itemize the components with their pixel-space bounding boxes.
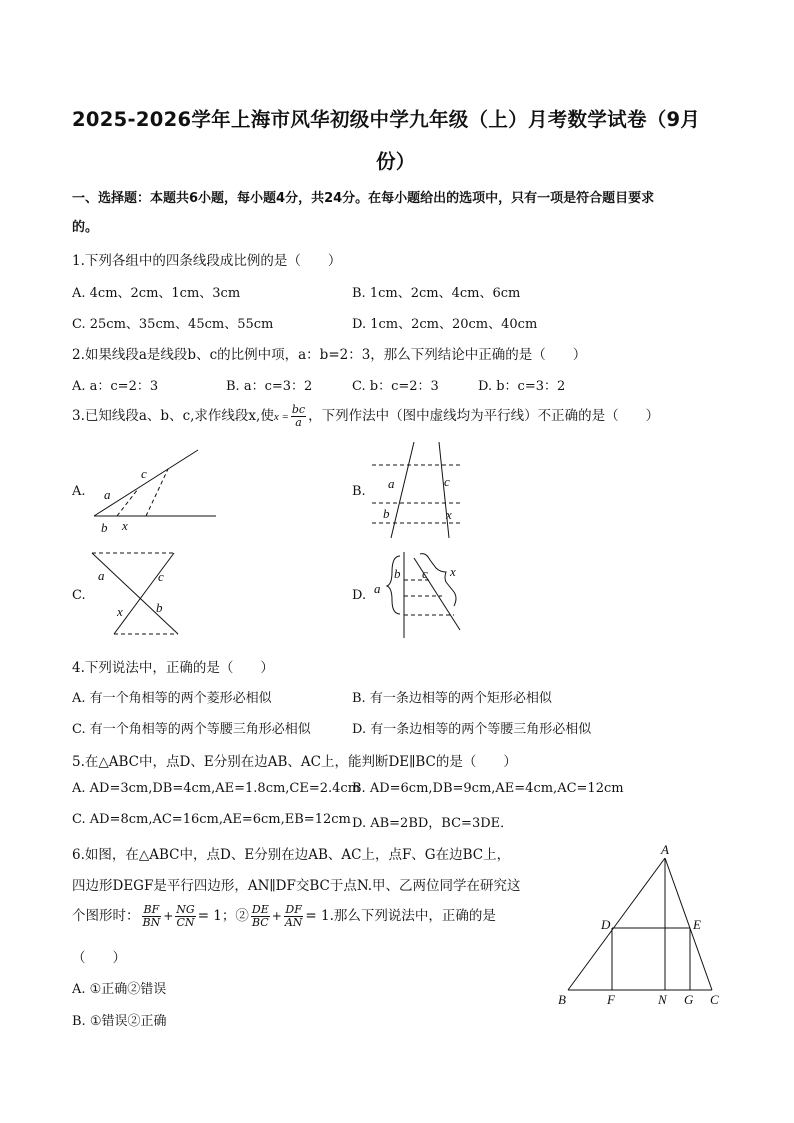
q3-stem-pre: 3.已知线段a、b、c,求作线段x,使 bbox=[72, 408, 274, 425]
q4-option-a: A. 有一个角相等的两个菱形必相似 bbox=[72, 691, 272, 706]
q6-fig-label-e: E bbox=[693, 917, 701, 932]
q1-option-d: D. 1cm、2cm、20cm、40cm bbox=[352, 317, 538, 332]
q3-stem bbox=[72, 404, 659, 429]
q5-stem: 5.在△ABC中，点D、E分别在边AB、AC上，能判断DE∥BC的是（ ） bbox=[72, 754, 517, 770]
q3-label-d: D. bbox=[352, 588, 367, 603]
q3-figure-c bbox=[86, 548, 186, 640]
q2-option-c: C. b：c=2：3 bbox=[352, 379, 439, 394]
fig-b-label-b: b bbox=[383, 506, 390, 521]
q3-formula-lhs: x = bbox=[273, 411, 289, 424]
q3-formula-fraction bbox=[291, 404, 306, 429]
q6-f1-den: BN bbox=[142, 916, 161, 930]
q3-formula-den: a bbox=[295, 416, 302, 430]
q6-f4-den: AN bbox=[284, 916, 303, 930]
fig-d-label-b: b bbox=[394, 566, 401, 581]
q6-fig-label-a: A bbox=[661, 842, 669, 857]
q6-option-b: B. ①错误②正确 bbox=[72, 1014, 167, 1029]
q3-figure-d bbox=[370, 550, 470, 642]
fig-a-label-c: c bbox=[141, 466, 147, 481]
q6-fig-label-b: B bbox=[558, 992, 566, 1007]
fig-b-label-x: x bbox=[446, 507, 452, 522]
q6-f3-den: BC bbox=[251, 916, 269, 930]
q6-eq2: = 1.那么下列说法中，正确的是 bbox=[305, 908, 496, 925]
q3-figure-b bbox=[368, 442, 468, 542]
q1-stem: 1.下列各组中的四条线段成比例的是（ ） bbox=[72, 253, 342, 269]
q2-stem: 2.如果线段a是线段b、c的比例中项，a：b=2：3，那么下列结论中正确的是（ ） bbox=[72, 347, 587, 363]
fig-c-label-b: b bbox=[156, 600, 163, 615]
q6-line3-pre: 个图形时： bbox=[72, 908, 140, 925]
q2-option-b: B. a：c=3：2 bbox=[226, 379, 313, 394]
q6-line3: 个图形时： $\frac{BF}{BN}$ + $\frac{NG}{CN}$ = 1；② $\frac{DE}{BC}$ + $\frac{DF}{AN}$ = 1.那么下列说法中，正确的是 bbox=[72, 903, 496, 930]
q4-stem: 4.下列说法中，正确的是（ ） bbox=[72, 660, 274, 676]
fig-a-label-x: x bbox=[122, 518, 128, 533]
q6-eq1: = 1；② bbox=[197, 908, 249, 925]
q6-frac-df-an bbox=[284, 904, 304, 929]
q3-formula-num: bc bbox=[291, 403, 306, 416]
q6-fig-label-d: D bbox=[601, 917, 611, 932]
q4-option-c: C. 有一个角相等的两个等腰三角形必相似 bbox=[72, 722, 311, 737]
fig-d-label-x: x bbox=[450, 564, 456, 579]
fig-a-label-b: b bbox=[101, 520, 108, 535]
q5-option-d: D. AB=2BD，BC=3DE． bbox=[352, 816, 514, 831]
q5-option-a: A. AD=3cm,DB=4cm,AE=1.8cm,CE=2.4cm bbox=[72, 781, 361, 796]
q6-fig-label-g: G bbox=[684, 992, 694, 1007]
fig-c-label-x: x bbox=[117, 604, 123, 619]
q6-f4-num: DF bbox=[285, 903, 302, 916]
q3-label-b: B. bbox=[352, 484, 366, 499]
q6-frac-ng-cn bbox=[175, 904, 195, 929]
q2-option-a: A. a：c=2：3 bbox=[72, 379, 159, 394]
q3-stem-post: ，下列作法中（图中虚线均为平行线）不正确的是（ ） bbox=[308, 408, 660, 425]
fig-b-label-a: a bbox=[388, 476, 395, 491]
fig-b-label-c: c bbox=[444, 474, 450, 489]
q1-option-b: B. 1cm、2cm、4cm、6cm bbox=[352, 286, 521, 301]
fig-c-label-a: a bbox=[98, 568, 105, 583]
q6-frac-de-bc bbox=[251, 904, 270, 929]
q4-option-d: D. 有一条边相等的两个等腰三角形必相似 bbox=[352, 722, 592, 737]
section-heading: 一、选择题：本题共6小题，每小题4分，共24分。在每小题给出的选项中，只有一项是符合题目要求 bbox=[72, 191, 655, 206]
q6-f3-num: DE bbox=[251, 903, 269, 916]
q6-f1-num: BF bbox=[143, 903, 160, 916]
fig-c-label-c: c bbox=[158, 569, 164, 584]
q6-line1: 6.如图，在△ABC中，点D、E分别在边AB、AC上，点F、G在边BC上， bbox=[72, 847, 511, 863]
q1-option-a: A. 4cm、2cm、1cm、3cm bbox=[72, 286, 241, 301]
q6-fig-label-n: N bbox=[658, 992, 667, 1007]
q6-figure-triangle bbox=[550, 838, 730, 1014]
section-heading-cont: 的。 bbox=[72, 220, 99, 235]
q1-option-c: C. 25cm、35cm、45cm、55cm bbox=[72, 317, 274, 332]
q3-figure-a bbox=[86, 446, 226, 536]
fig-d-label-c: c bbox=[422, 566, 428, 581]
q6-f2-num: NG bbox=[176, 903, 195, 916]
q6-frac-bf-bn bbox=[142, 904, 162, 929]
q3-label-a: A. bbox=[72, 484, 86, 499]
q5-option-b: B. AD=6cm,DB=9cm,AE=4cm,AC=12cm bbox=[352, 781, 624, 796]
exam-title-line2: 份） bbox=[376, 150, 416, 173]
q6-option-a: A. ①正确②错误 bbox=[72, 982, 167, 997]
q6-fig-label-c: C bbox=[710, 992, 719, 1007]
fig-d-label-a: a bbox=[374, 581, 381, 596]
q3-label-c: C. bbox=[72, 588, 86, 603]
fig-a-label-a: a bbox=[104, 487, 111, 502]
q6-line4: （ ） bbox=[72, 950, 126, 966]
exam-title-line1: 2025-2026学年上海市风华初级中学九年级（上）月考数学试卷（9月 bbox=[72, 108, 701, 131]
q6-f2-den: CN bbox=[176, 916, 195, 930]
q6-fig-label-f: F bbox=[607, 992, 615, 1007]
q6-line2: 四边形DEGF是平行四边形，AN∥DF交BC于点N.甲、乙两位同学在研究这 bbox=[72, 878, 521, 894]
q2-option-d: D. b：c=3：2 bbox=[478, 379, 566, 394]
q5-option-c: C. AD=8cm,AC=16cm,AE=6cm,EB=12cm bbox=[72, 812, 351, 827]
q4-option-b: B. 有一条边相等的两个矩形必相似 bbox=[352, 691, 552, 706]
